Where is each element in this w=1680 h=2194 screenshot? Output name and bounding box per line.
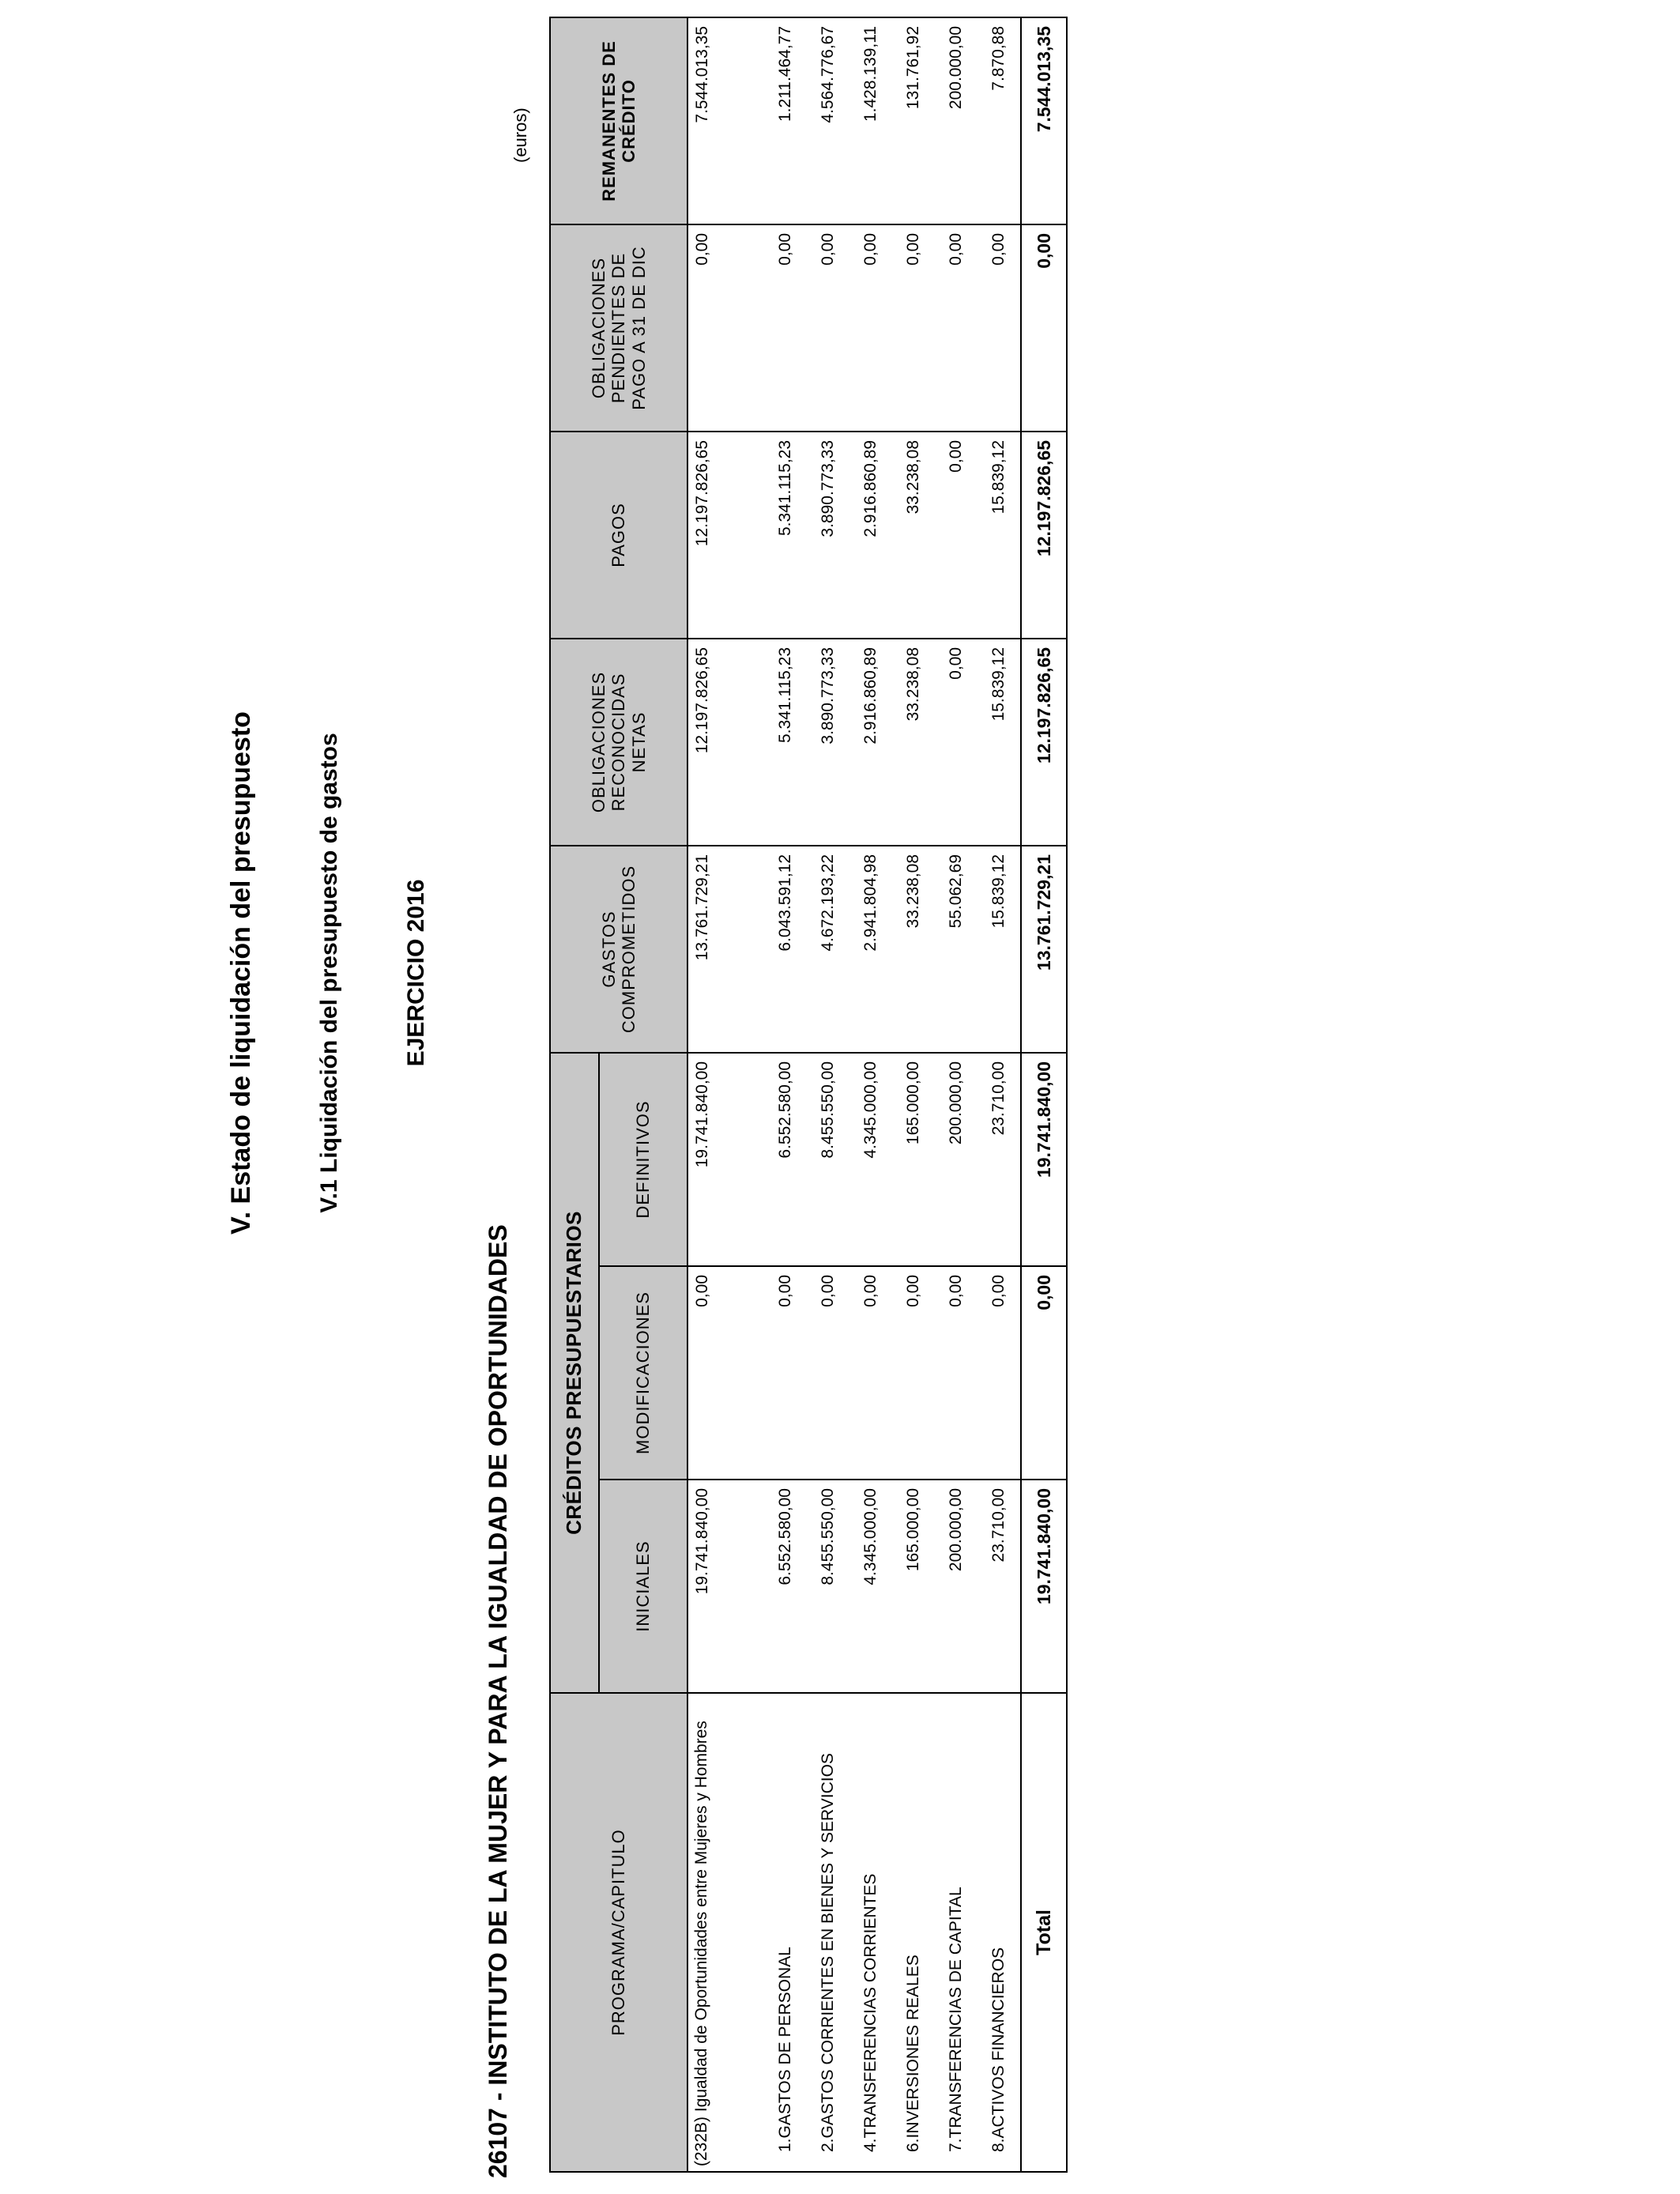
cell-remanentes: 7.870,88 — [977, 17, 1021, 224]
cell-gastos: 15.839,12 — [977, 846, 1021, 1053]
budget-table — [549, 17, 1068, 2173]
cell-remanentes: 1.428.139,11 — [849, 17, 892, 224]
cell-definitivos: 8.455.550,00 — [807, 1053, 849, 1266]
cell-pendientes: 0,00 — [849, 224, 892, 432]
total-definitivos: 19.741.840,00 — [1021, 1053, 1067, 1266]
row-label: 8.ACTIVOS FINANCIEROS — [977, 1693, 1021, 2172]
cell-modificaciones: 0,00 — [849, 1266, 892, 1480]
col-header-obligaciones: OBLIGACIONES RECONOCIDAS NETAS — [550, 639, 687, 846]
total-gastos: 13.761.729,21 — [1021, 846, 1067, 1053]
cell-pagos: 15.839,12 — [977, 432, 1021, 639]
cell-definitivos: 165.000,00 — [892, 1053, 935, 1266]
cell-pendientes: 0,00 — [807, 224, 849, 432]
cell-gastos: 13.761.729,21 — [687, 846, 764, 1053]
cell-pendientes: 0,00 — [935, 224, 977, 432]
table-row — [977, 17, 1021, 2172]
total-iniciales: 19.741.840,00 — [1021, 1480, 1067, 1693]
total-pendientes: 0,00 — [1021, 224, 1067, 432]
cell-modificaciones: 0,00 — [764, 1266, 807, 1480]
cell-definitivos: 6.552.580,00 — [764, 1053, 807, 1266]
col-header-gastos: GASTOS COMPROMETIDOS — [550, 846, 687, 1053]
cell-remanentes: 7.544.013,35 — [687, 17, 764, 224]
cell-pagos: 0,00 — [935, 432, 977, 639]
cell-pendientes: 0,00 — [977, 224, 1021, 432]
total-label: Total — [1021, 1693, 1067, 2172]
cell-definitivos: 4.345.000,00 — [849, 1053, 892, 1266]
cell-definitivos: 200.000,00 — [935, 1053, 977, 1266]
col-header-definitivos: DEFINITIVOS — [599, 1053, 687, 1266]
row-label: 2.GASTOS CORRIENTES EN BIENES Y SERVICIOS — [807, 1693, 849, 2172]
subtitle: V.1 Liquidación del presupuesto de gastos — [316, 733, 342, 1213]
row-label: 6.INVERSIONES REALES — [892, 1693, 935, 2172]
cell-obligaciones: 3.890.773,33 — [807, 639, 849, 846]
cell-modificaciones: 0,00 — [977, 1266, 1021, 1480]
cell-obligaciones: 33.238,08 — [892, 639, 935, 846]
table-row — [807, 17, 849, 2172]
col-header-remanentes: REMANENTES DE CRÉDITO — [550, 17, 687, 224]
entity-title: 26107 - INSTITUTO DE LA MUJER Y PARA LA IGUALDAD DE OPORTUNIDADES — [484, 1224, 512, 2178]
cell-pagos: 3.890.773,33 — [807, 432, 849, 639]
cell-modificaciones: 0,00 — [687, 1266, 764, 1480]
main-title: V. Estado de liquidación del presupuesto — [226, 711, 256, 1235]
cell-pagos: 2.916.860,89 — [849, 432, 892, 639]
cell-iniciales: 165.000,00 — [892, 1480, 935, 1693]
cell-pagos: 12.197.826,65 — [687, 432, 764, 639]
units-label: (euros) — [510, 107, 530, 163]
cell-gastos: 33.238,08 — [892, 846, 935, 1053]
cell-obligaciones: 12.197.826,65 — [687, 639, 764, 846]
cell-remanentes: 200.000,00 — [935, 17, 977, 224]
col-header-programa: PROGRAMA/CAPITULO — [550, 1693, 687, 2172]
cell-remanentes: 1.211.464,77 — [764, 17, 807, 224]
cell-iniciales: 6.552.580,00 — [764, 1480, 807, 1693]
total-obligaciones: 12.197.826,65 — [1021, 639, 1067, 846]
cell-gastos: 4.672.193,22 — [807, 846, 849, 1053]
col-header-pendientes: OBLIGACIONES PENDIENTES DE PAGO A 31 DE DIC — [550, 224, 687, 432]
cell-iniciales: 200.000,00 — [935, 1480, 977, 1693]
cell-iniciales: 19.741.840,00 — [687, 1480, 764, 1693]
cell-modificaciones: 0,00 — [892, 1266, 935, 1480]
cell-definitivos: 23.710,00 — [977, 1053, 1021, 1266]
col-header-iniciales: INICIALES — [599, 1480, 687, 1693]
cell-remanentes: 131.761,92 — [892, 17, 935, 224]
table-row — [764, 17, 807, 2172]
cell-obligaciones: 0,00 — [935, 639, 977, 846]
cell-iniciales: 23.710,00 — [977, 1480, 1021, 1693]
row-label: 1.GASTOS DE PERSONAL — [764, 1693, 807, 2172]
cell-obligaciones: 5.341.115,23 — [764, 639, 807, 846]
exercise-year: EJERCICIO 2016 — [403, 879, 429, 1067]
cell-modificaciones: 0,00 — [807, 1266, 849, 1480]
total-pagos: 12.197.826,65 — [1021, 432, 1067, 639]
col-header-modificaciones: MODIFICACIONES — [599, 1266, 687, 1480]
table-row — [687, 17, 764, 2172]
cell-obligaciones: 15.839,12 — [977, 639, 1021, 846]
cell-remanentes: 4.564.776,67 — [807, 17, 849, 224]
cell-gastos: 55.062,69 — [935, 846, 977, 1053]
col-group-creditos: CRÉDITOS PRESUPUESTARIOS — [550, 1053, 599, 1693]
cell-gastos: 6.043.591,12 — [764, 846, 807, 1053]
total-modificaciones: 0,00 — [1021, 1266, 1067, 1480]
col-header-pagos: PAGOS — [550, 432, 687, 639]
row-label: 7.TRANSFERENCIAS DE CAPITAL — [935, 1693, 977, 2172]
row-label: (232B) Igualdad de Oportunidades entre Mujeres y Hombres — [687, 1693, 764, 2172]
table-row — [849, 17, 892, 2172]
table-row — [935, 17, 977, 2172]
cell-pendientes: 0,00 — [764, 224, 807, 432]
total-row — [1021, 17, 1067, 2172]
cell-iniciales: 8.455.550,00 — [807, 1480, 849, 1693]
cell-definitivos: 19.741.840,00 — [687, 1053, 764, 1266]
total-remanentes: 7.544.013,35 — [1021, 17, 1067, 224]
table-row — [892, 17, 935, 2172]
cell-gastos: 2.941.804,98 — [849, 846, 892, 1053]
cell-modificaciones: 0,00 — [935, 1266, 977, 1480]
cell-pagos: 33.238,08 — [892, 432, 935, 639]
cell-pagos: 5.341.115,23 — [764, 432, 807, 639]
cell-obligaciones: 2.916.860,89 — [849, 639, 892, 846]
cell-pendientes: 0,00 — [687, 224, 764, 432]
cell-pendientes: 0,00 — [892, 224, 935, 432]
row-label: 4.TRANSFERENCIAS CORRIENTES — [849, 1693, 892, 2172]
cell-iniciales: 4.345.000,00 — [849, 1480, 892, 1693]
